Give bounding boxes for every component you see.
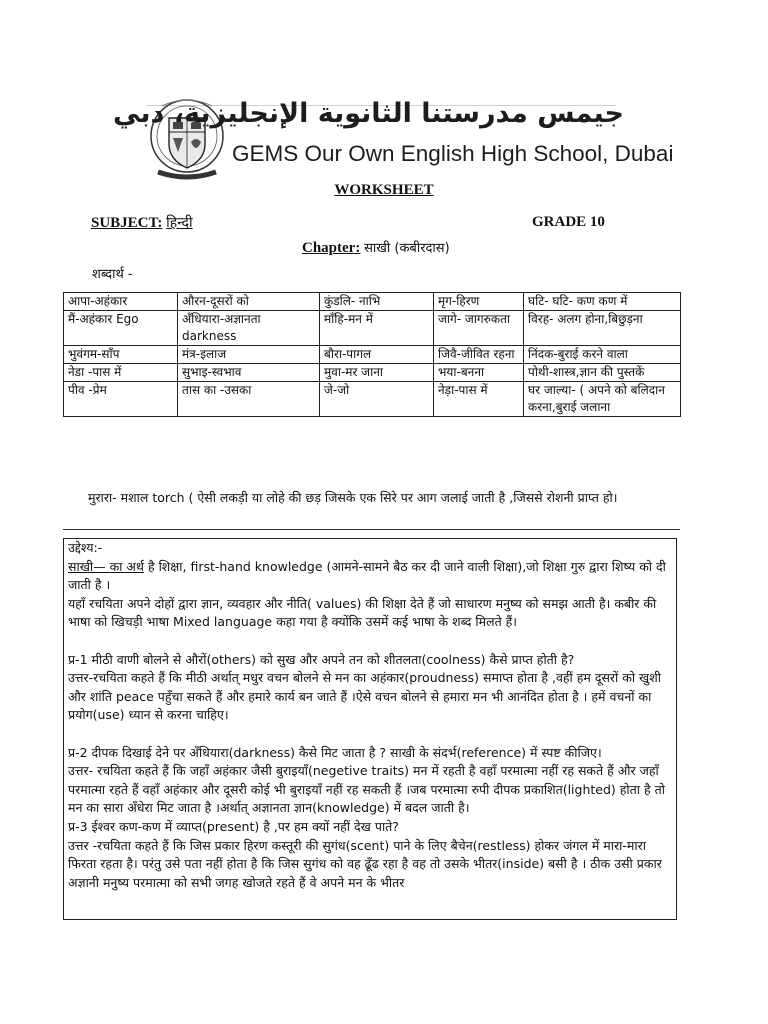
sakhi-meaning: है शिक्षा, first-hand knowledge (आमने-सामने बैठ कर दी जाने वाली शिक्षा),जो शिक्षा गुरु द्वारा शिष्य को दी जाती है । <box>68 558 666 593</box>
section-divider <box>63 529 680 530</box>
intro-paragraph: यहाँ रचयिता अपने दोहों द्वारा ज्ञान, व्यवहार और नीति( values) की शिक्षा देते हैं जो साधारण मनुष्य को समझ आती है। कबीर की भाषा को खिचड़ी भाषा Mixed language कहा गया है क्योंकि उसमें कई भाषा के शब्द मिलते हैं। <box>68 595 657 630</box>
question-1: प्र-1 मीठी वाणी बोलने से औरों(others) को सुख और अपने तन को शीतलता(coolness) कैसे प्राप्त होती है? <box>68 651 575 667</box>
table-cell: बौरा-पागल <box>320 346 434 364</box>
question-3: प्र-3 ईश्वर कण-कण में व्याप्त(present) है ,पर हम क्यों नहीं देख पाते? <box>68 818 399 834</box>
table-cell: माँहि-मन में <box>320 311 434 346</box>
glossary-heading: शब्दार्थ - <box>92 267 133 282</box>
table-cell: मंत्र-इलाज <box>178 346 320 364</box>
table-cell: पीव -प्रेम <box>64 382 178 417</box>
question-2: प्र-2 दीपक दिखाई देने पर अँधियारा(darkness) कैसे मिट जाता है ? साखी के संदर्भ(reference) में स्पष्ट कीजिए। <box>68 744 602 760</box>
table-cell: आपा-अहंकार <box>64 293 178 311</box>
subject-line <box>91 213 193 232</box>
table-cell: सुभाइ-स्वभाव <box>178 364 320 382</box>
table-cell: नेड़ा-पास में <box>434 382 524 417</box>
school-name: GEMS Our Own English High School, Dubai <box>232 141 674 166</box>
table-cell: जिवै-जीवित रहना <box>434 346 524 364</box>
table-cell: मृग-हिरण <box>434 293 524 311</box>
table-row <box>64 346 681 364</box>
objective-heading: उद्देश्य:- <box>68 540 103 555</box>
chapter-line <box>302 238 450 257</box>
table-cell: अँधियारा-अज्ञानता darkness <box>178 311 320 346</box>
table-cell: विरह- अलग होना,बिछुड़ना <box>524 311 681 346</box>
table-cell: निंदक-बुराई करने वाला <box>524 346 681 364</box>
school-name-arabic: جيمس مدرستنا الثانوية الإنجليزية، دبي <box>113 98 624 129</box>
table-row <box>64 364 681 382</box>
sakhi-term: साखी— का अर्थ <box>68 558 144 574</box>
grade-label: GRADE 10 <box>532 214 605 230</box>
table-cell: घटि- घटि- कण कण में <box>524 293 681 311</box>
table-cell: औरन-दूसरों को <box>178 293 320 311</box>
table-cell: मैं-अहंकार Ego <box>64 311 178 346</box>
table-row <box>64 382 681 417</box>
table-cell: तास का -उसका <box>178 382 320 417</box>
table-cell: कुंडलि- नाभि <box>320 293 434 311</box>
vocabulary-table <box>63 292 681 417</box>
table-cell: भया-बनना <box>434 364 524 382</box>
table-row <box>64 293 681 311</box>
murara-note: मुरारा- मशाल torch ( ऐसी लकड़ी या लोहे की छड़ जिसके एक सिरे पर आग जलाई जाती है ,जिससे रोशनी प्राप्त हो। <box>88 490 618 505</box>
table-cell: घर जाल्या- ( अपने को बलिदान करना,बुराई जलाना <box>524 382 681 417</box>
table-cell: नेडा -पास में <box>64 364 178 382</box>
answer-3: उत्तर -रचयिता कहते हैं कि जिस प्रकार हिरण कस्तूरी की सुगंध(scent) पाने के लिए बैचेन(restless) होकर जंगल में मारा-मारा फिरता रहता है। परंतु उसे पता नहीं होता है कि जिस सुगंध को वह ढूँढ रहा है वह तो उसके भीतर(inside) बसी है । ठीक उसी प्रकार अज्ञानी मनुष्य परमात्मा को सभी जगह खोजते रहते हैं वे अपने मन के भीतर <box>68 837 662 890</box>
table-cell: जे-जो <box>320 382 434 417</box>
table-cell: जागे- जागरुकता <box>434 311 524 346</box>
table-row <box>64 311 681 346</box>
sakhi-definition <box>68 558 672 595</box>
table-cell: पोथी-शास्त्र,ज्ञान की पुस्तकें <box>524 364 681 382</box>
page-title: WORKSHEET <box>334 182 434 198</box>
chapter-value: साखी (कबीरदास) <box>364 241 450 256</box>
chapter-label: Chapter: <box>302 240 361 256</box>
content-box <box>63 538 677 920</box>
answer-1: उत्तर-रचयिता कहते हैं कि मीठी अर्थात् मधुर वचन बोलने से मन का अहंकार(proudness) समाप्त होता है ,वहीं हम दूसरों को खुशी और शांति peace पहुँचा सकते हैं और हमारे कार्य बन जाते हैं ।ऐसे वचन बोलने से हमारा मन भी आनंदित होता है । हमें वचनों का प्रयोग(use) ध्यान से करना चाहिए। <box>68 670 662 723</box>
answer-2: उत्तर- रचयिता कहते हैं कि जहाँ अहंकार जैसी बुराइयाँ(negetive traits) मन में रहती है वहाँ परमात्मा नहीं रह सकते हैं और जहाँ परमात्मा रहते हैं वहाँ अहंकार और दूसरी कोई भी बुराइयाँ नहीं रह सकती हैं ।जब परमात्मा रुपी दीपक प्रकाशित(lighted) होता है तो मन का सारा अँधेरा मिट जाता है ।अर्थात् अज्ञानता ज्ञान(knowledge) में बदल जाती है। <box>68 763 665 816</box>
table-cell: भुवंगम-साँप <box>64 346 178 364</box>
subject-label: SUBJECT: <box>91 215 163 231</box>
table-cell: मुवा-मर जाना <box>320 364 434 382</box>
subject-value: हिन्दी <box>166 215 193 231</box>
